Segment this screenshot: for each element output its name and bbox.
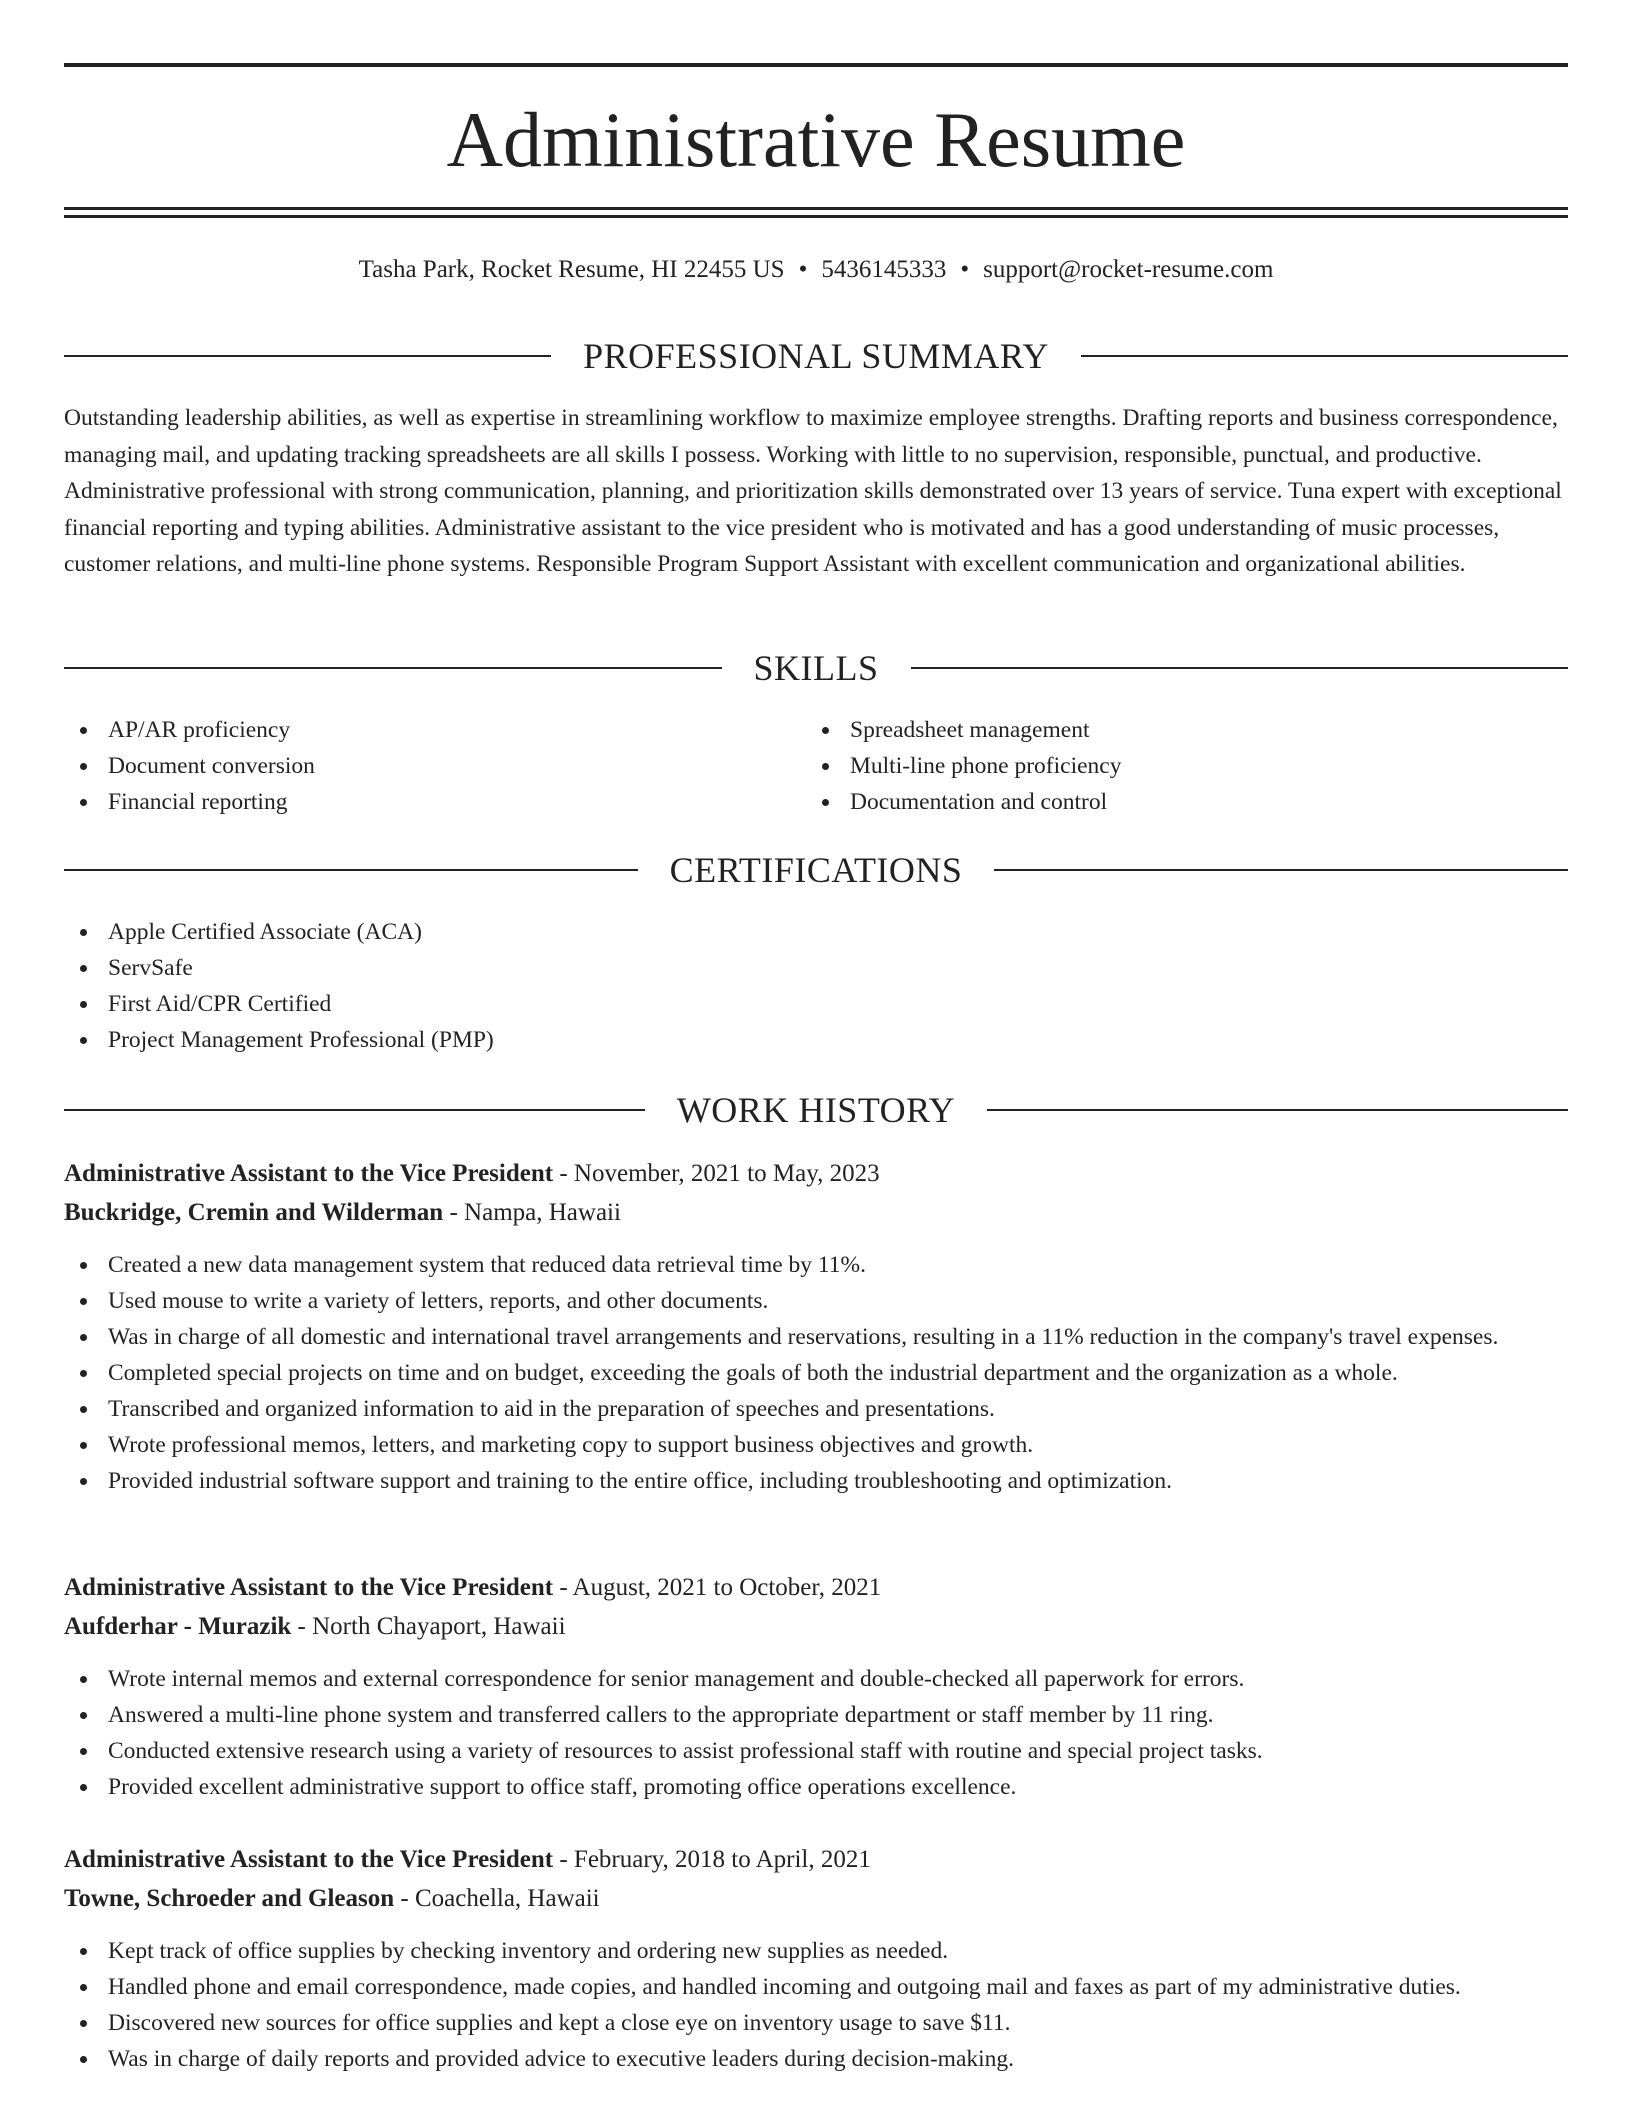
job-duty: Was in charge of daily reports and provided advice to executive leaders during decision-making.	[64, 2041, 1568, 2077]
job-entry	[64, 1154, 1568, 1499]
job-entry	[64, 1840, 1568, 2077]
job-location: - Nampa, Hawaii	[443, 1199, 621, 1226]
job-company-line	[64, 1193, 1568, 1232]
job-duty: Conducted extensive research using a variety of resources to assist professional staff with routine and special project tasks.	[64, 1733, 1568, 1769]
contact-address: Tasha Park, Rocket Resume, HI 22455 US	[358, 256, 785, 283]
section-title: CERTIFICATIONS	[669, 850, 963, 890]
job-duties	[64, 1661, 1568, 1805]
skill-item: Spreadsheet management	[806, 712, 1121, 748]
job-duty: Discovered new sources for office supplies and kept a close eye on inventory usage to save $11.	[64, 2005, 1568, 2041]
job-location: - Coachella, Hawaii	[394, 1885, 600, 1912]
heading-rule	[64, 355, 551, 357]
heading-rule	[994, 869, 1568, 871]
job-title-line	[64, 1568, 1568, 1607]
job-duty: Kept track of office supplies by checking inventory and ordering new supplies as needed.	[64, 1933, 1568, 1969]
certification-item: Project Management Professional (PMP)	[64, 1022, 494, 1058]
contact-separator: •	[798, 256, 808, 283]
contact-line	[64, 254, 1568, 286]
job-duty: Wrote professional memos, letters, and marketing copy to support business objectives and growth.	[64, 1427, 1568, 1463]
job-company-line	[64, 1607, 1568, 1646]
contact-separator: •	[960, 256, 970, 283]
job-duty: Was in charge of all domestic and international travel arrangements and reservations, resulting in a 11% reduction in the company's travel expenses.	[64, 1319, 1568, 1355]
job-company: Aufderhar - Murazik	[64, 1613, 292, 1640]
job-title: Administrative Assistant to the Vice President	[64, 1160, 554, 1187]
job-duty: Transcribed and organized information to aid in the preparation of speeches and presentations.	[64, 1391, 1568, 1427]
job-dates: - November, 2021 to May, 2023	[553, 1160, 880, 1187]
job-dates: - February, 2018 to April, 2021	[553, 1846, 871, 1873]
heading-rule	[64, 667, 722, 669]
job-title-line	[64, 1840, 1568, 1879]
skill-item: AP/AR proficiency	[64, 712, 315, 748]
job-duty: Provided excellent administrative support to office staff, promoting office operations excellence.	[64, 1769, 1568, 1805]
certifications-heading	[64, 848, 1568, 892]
skill-item: Documentation and control	[806, 784, 1121, 820]
heading-rule	[911, 667, 1569, 669]
skill-item: Document conversion	[64, 748, 315, 784]
job-duty: Used mouse to write a variety of letters, reports, and other documents.	[64, 1283, 1568, 1319]
job-dates: - August, 2021 to October, 2021	[553, 1574, 882, 1601]
top-rule	[64, 63, 1568, 67]
heading-rule	[987, 1109, 1568, 1111]
certifications-list	[64, 914, 494, 1058]
certification-item: ServSafe	[64, 950, 494, 986]
title-rule-lower	[64, 215, 1568, 218]
section-title: WORK HISTORY	[676, 1090, 956, 1130]
resume-title: Administrative Resume	[446, 96, 1186, 183]
job-company-line	[64, 1879, 1568, 1918]
job-duty: Answered a multi-line phone system and transferred callers to the appropriate department or staff member by 11 ring.	[64, 1697, 1568, 1733]
skill-item: Financial reporting	[64, 784, 315, 820]
heading-rule	[1081, 355, 1568, 357]
job-company: Buckridge, Cremin and Wilderman	[64, 1199, 444, 1226]
certification-item: First Aid/CPR Certified	[64, 986, 494, 1022]
job-duty: Completed special projects on time and on budget, exceeding the goals of both the industrial department and the organization as a whole.	[64, 1355, 1568, 1391]
job-duty: Provided industrial software support and training to the entire office, including troubleshooting and optimization.	[64, 1463, 1568, 1499]
summary-heading	[64, 334, 1568, 378]
job-company: Towne, Schroeder and Gleason	[64, 1885, 395, 1912]
title-rule-upper	[64, 207, 1568, 210]
section-title: SKILLS	[753, 648, 879, 688]
job-duty: Handled phone and email correspondence, made copies, and handled incoming and outgoing mail and faxes as part of my administrative duties.	[64, 1969, 1568, 2005]
heading-rule	[64, 869, 638, 871]
job-duties	[64, 1247, 1568, 1499]
heading-rule	[64, 1109, 645, 1111]
job-location: - North Chayaport, Hawaii	[291, 1613, 566, 1640]
section-title: PROFESSIONAL SUMMARY	[583, 336, 1049, 376]
work-history-heading	[64, 1088, 1568, 1132]
contact-email: support@rocket-resume.com	[983, 256, 1274, 283]
job-duty: Created a new data management system that reduced data retrieval time by 11%.	[64, 1247, 1568, 1283]
skill-item: Multi-line phone proficiency	[806, 748, 1121, 784]
job-duty: Wrote internal memos and external correspondence for senior management and double-checked all paperwork for errors.	[64, 1661, 1568, 1697]
contact-phone: 5436145333	[821, 256, 947, 283]
summary-text: Outstanding leadership abilities, as well as expertise in streamlining workflow to maximize employee strengths. Drafting reports and business correspondence, managing mail, and updating tracking spreadsheets are all skills I possess. Working with little to no supervision, responsible, punctual, and productive. Administrative professional with strong communication, planning, and prioritization skills demonstrated over 13 years of service. Tuna expert with exceptional financial reporting and typing abilities. Administrative assistant to the vice president who is motivated and has a good understanding of music processes, customer relations, and multi-line phone systems. Responsible Program Support Assistant with excellent communication and organizational abilities.	[64, 405, 1562, 577]
job-duties	[64, 1933, 1568, 2077]
certification-item: Apple Certified Associate (ACA)	[64, 914, 494, 950]
skills-list-left	[64, 712, 315, 820]
skills-list-right	[806, 712, 1121, 820]
job-title: Administrative Assistant to the Vice President	[64, 1574, 554, 1601]
job-title: Administrative Assistant to the Vice President	[64, 1846, 554, 1873]
job-entry	[64, 1568, 1568, 1805]
job-title-line	[64, 1154, 1568, 1193]
skills-heading	[64, 646, 1568, 690]
